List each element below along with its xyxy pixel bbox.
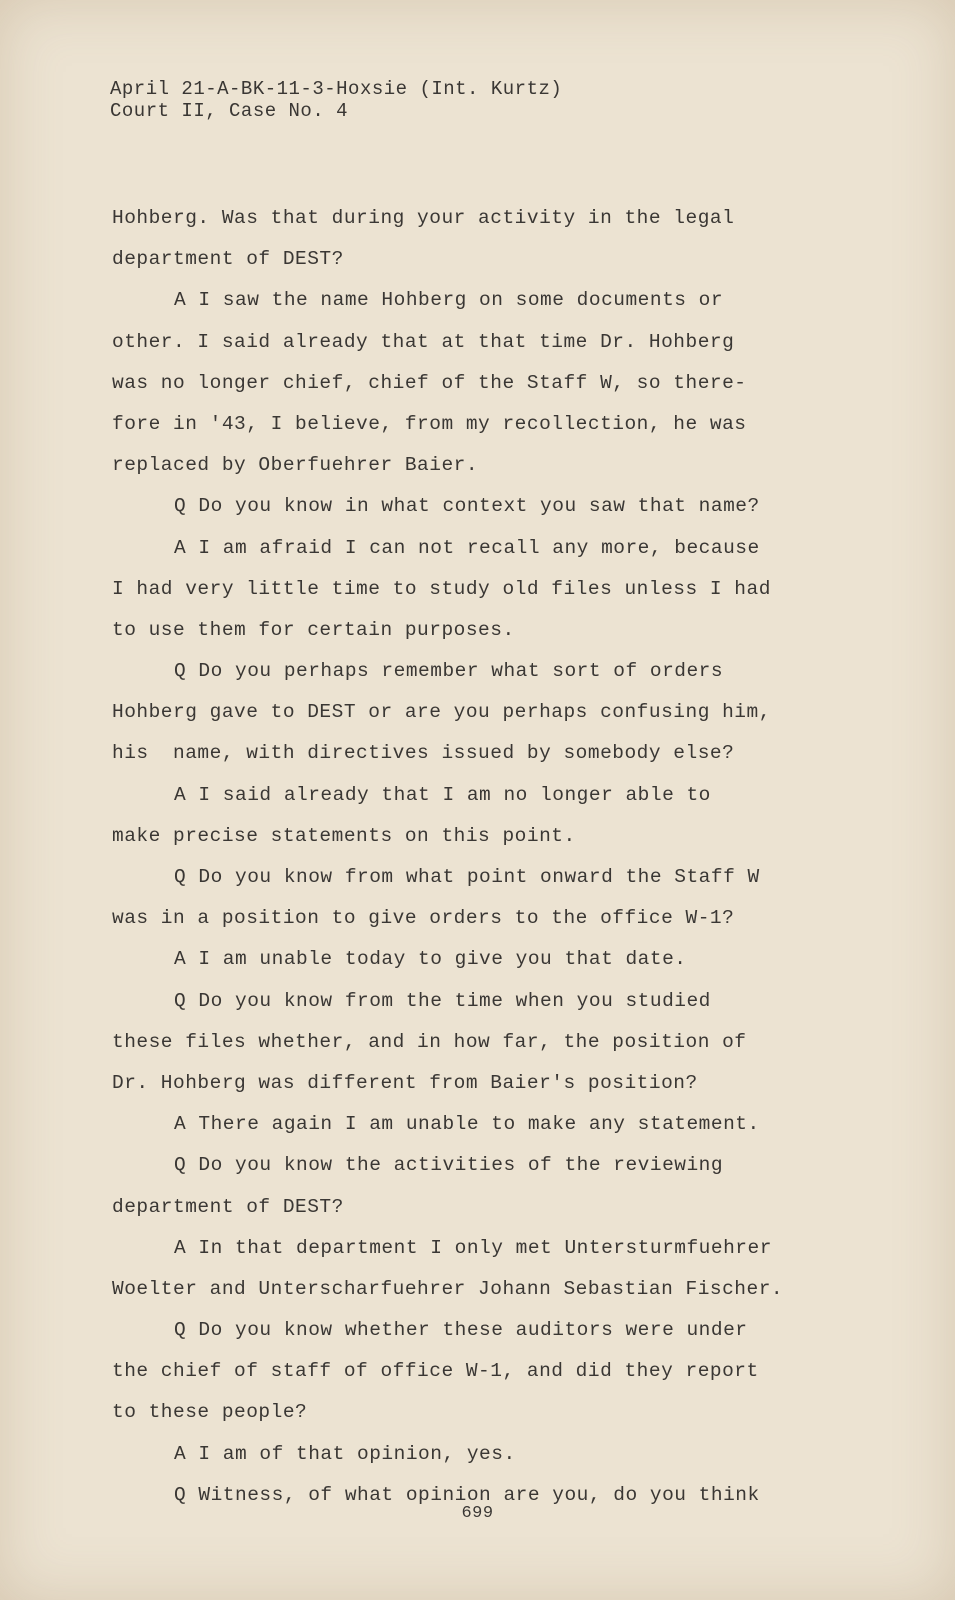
text-line: other. I said already that at that time Dr. Hohberg: [112, 330, 735, 353]
header: [110, 78, 562, 122]
transcript-body: [112, 198, 812, 1516]
text-line: Woelter and Unterscharfuehrer Johann Sebastian Fischer.: [112, 1277, 784, 1300]
text-line: was no longer chief, chief of the Staff W, so there-: [112, 371, 747, 394]
text-line: replaced by Oberfuehrer Baier.: [112, 454, 479, 477]
text-line: to these people?: [112, 1401, 308, 1424]
text-line: to use them for certain purposes.: [112, 618, 515, 641]
question-line: Q Do you perhaps remember what sort of orders: [174, 660, 724, 683]
question-line: Q Do you know the activities of the reviewing: [174, 1154, 724, 1177]
text-line: department of DEST?: [112, 248, 344, 271]
answer-line: A I saw the name Hohberg on some documents or: [174, 289, 724, 312]
text-line: I had very little time to study old files unless I had: [112, 577, 771, 600]
page-number: 699: [461, 1504, 494, 1523]
text-line: Hohberg. Was that during your activity in the legal: [112, 207, 735, 229]
answer-line: A In that department I only met Untersturmfuehrer: [174, 1236, 772, 1259]
question-line: Q Do you know from what point onward the Staff W: [174, 866, 760, 888]
text-line: department of DEST?: [112, 1195, 344, 1218]
text-line: Hohberg gave to DEST or are you perhaps confusing him,: [112, 701, 771, 724]
text-line: make precise statements on this point.: [112, 824, 576, 847]
answer-line: A I am of that opinion, yes.: [174, 1442, 516, 1465]
answer-line: A There again I am unable to make any statement.: [174, 1113, 760, 1136]
header-line-1: April 21-A-BK-11-3-Hoxsie (Int. Kurtz): [110, 78, 563, 100]
question-line: Q Do you know in what context you saw that name?: [174, 495, 760, 518]
question-line: Q Do you know from the time when you studied: [174, 989, 711, 1012]
text-line: the chief of staff of office W-1, and did they report: [112, 1360, 759, 1383]
answer-line: A I said already that I am no longer able to: [174, 783, 711, 806]
answer-line: A I am unable today to give you that date.: [174, 948, 687, 971]
header-line-2: Court II, Case No. 4: [110, 100, 349, 122]
text-line: his name, with directives issued by somebody else?: [112, 742, 735, 765]
text-line: these files whether, and in how far, the position of: [112, 1030, 747, 1053]
question-line: Q Do you know whether these auditors were under: [174, 1319, 748, 1342]
answer-line: A I am afraid I can not recall any more, because: [174, 536, 760, 559]
question-line: Q Witness, of what opinion are you, do you think: [174, 1483, 760, 1506]
text-line: was in a position to give orders to the office W-1?: [112, 907, 735, 930]
text-line: Dr. Hohberg was different from Baier's position?: [112, 1071, 698, 1094]
text-line: fore in '43, I believe, from my recollection, he was: [112, 412, 747, 435]
